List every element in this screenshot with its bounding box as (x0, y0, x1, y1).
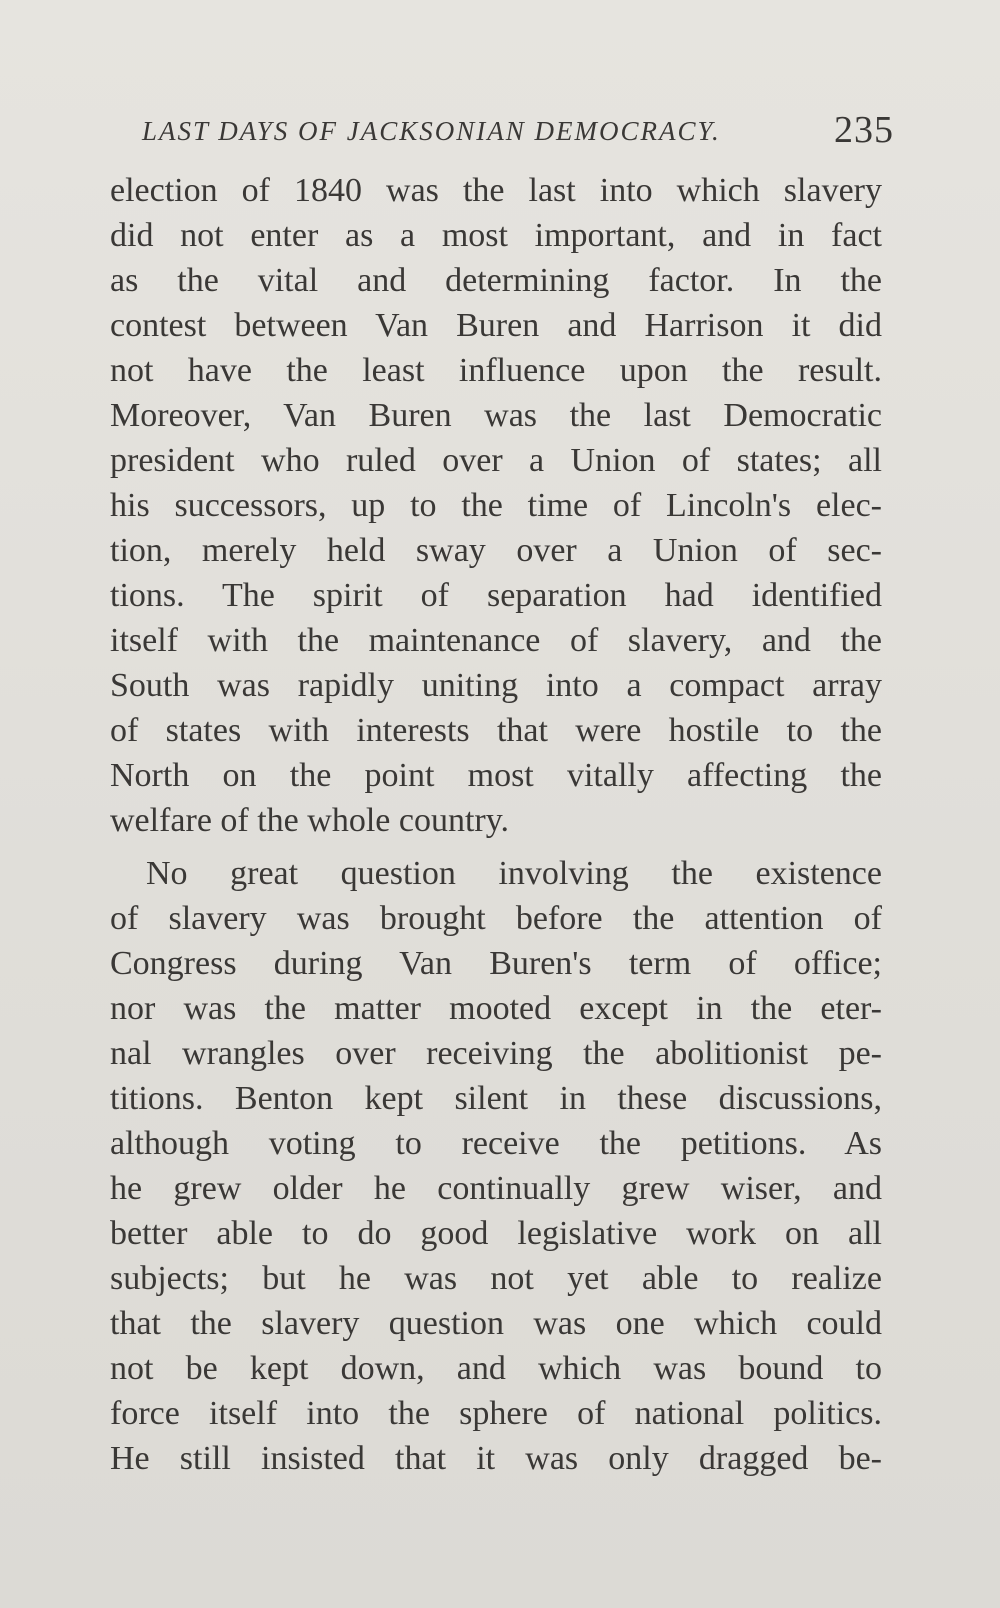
text-line: nal wrangles over receiving the abolitionist pe- (110, 1035, 882, 1072)
text-line: itself with the maintenance of slavery, and the (110, 622, 882, 659)
text-line: president who ruled over a Union of states; all (110, 442, 882, 479)
text-line: election of 1840 was the last into which slavery (110, 172, 882, 209)
text-line: titions. Benton kept silent in these discussions, (110, 1080, 882, 1117)
text-line: better able to do good legislative work on all (110, 1215, 882, 1252)
text-line: subjects; but he was not yet able to realize (110, 1260, 882, 1297)
running-head-title: LAST DAYS OF JACKSONIAN DEMOCRACY. (142, 116, 721, 146)
running-head (142, 108, 894, 158)
paragraph-1 (110, 168, 882, 843)
text-line: not have the least influence upon the result. (110, 352, 882, 389)
paragraph-gap (110, 843, 882, 851)
text-line: not be kept down, and which was bound to (110, 1350, 882, 1387)
text-line: North on the point most vitally affecting the (110, 757, 882, 794)
text-line: although voting to receive the petitions. As (110, 1125, 882, 1162)
text-line: Moreover, Van Buren was the last Democratic (110, 397, 882, 434)
text-line: contest between Van Buren and Harrison it did (110, 307, 882, 344)
text-line: tions. The spirit of separation had identified (110, 577, 882, 614)
body-text (110, 168, 882, 1481)
text-line: Congress during Van Buren's term of office; (110, 945, 882, 982)
text-line: of states with interests that were hostile to the (110, 712, 882, 749)
text-line: as the vital and determining factor. In the (110, 262, 882, 299)
text-line: nor was the matter mooted except in the eter- (110, 990, 882, 1027)
text-line: did not enter as a most important, and in fact (110, 217, 882, 254)
text-line: tion, merely held sway over a Union of sec- (110, 532, 882, 569)
text-line: his successors, up to the time of Lincoln's elec- (110, 487, 882, 524)
paragraph-2 (110, 851, 882, 1481)
text-line: South was rapidly uniting into a compact array (110, 667, 882, 704)
page-number: 235 (834, 109, 894, 151)
text-line: he grew older he continually grew wiser, and (110, 1170, 882, 1207)
text-line: that the slavery question was one which could (110, 1305, 882, 1342)
text-line: force itself into the sphere of national politics. (110, 1395, 882, 1432)
text-line: of slavery was brought before the attention of (110, 900, 882, 937)
text-line: welfare of the whole country. (110, 802, 510, 839)
text-line: No great question involving the existence (146, 855, 882, 892)
text-line: He still insisted that it was only dragged be- (110, 1440, 882, 1477)
